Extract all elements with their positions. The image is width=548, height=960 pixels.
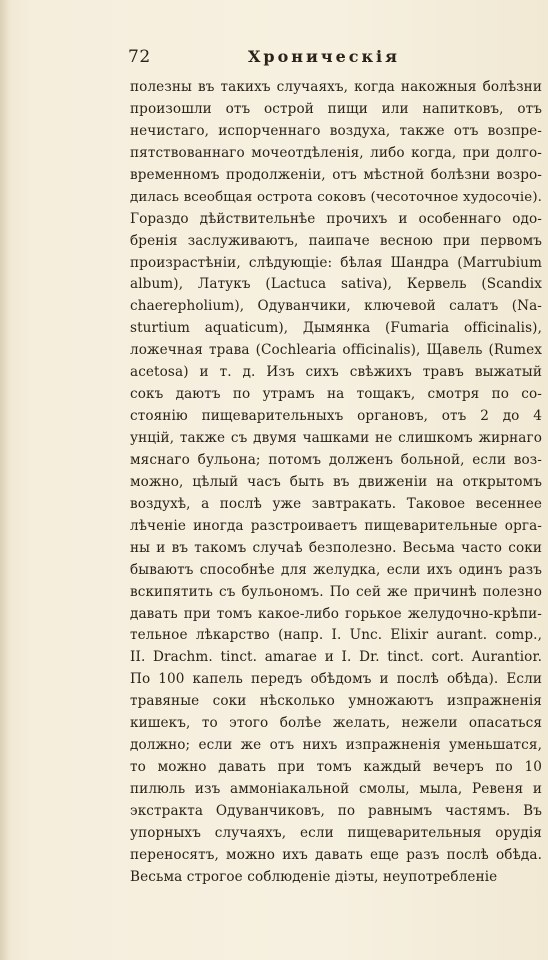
text-line: то можно давать при томъ каждый вечеръ по 10: [130, 759, 542, 776]
text-line: нечистаго, испорченнаго воздуха, также отъ возпре-: [130, 122, 542, 139]
text-line: должно; если же отъ нихъ изпражненiя уменьшатся,: [130, 737, 542, 754]
page-edge-shadow: [0, 0, 10, 960]
text-line: По 100 капель передъ обѣдомъ и послѣ обѣда). Если: [130, 671, 542, 688]
text-line: упорныхъ случаяхъ, если пищеварительныя орудiя: [130, 824, 542, 841]
text-line: травяные соки нѣсколько умножаютъ изпражненiя: [130, 693, 542, 710]
text-line: ложечная трава (Cochlearia officinalis), Щавель (Rumex: [130, 342, 542, 359]
running-title: Хроническiя: [248, 47, 400, 66]
text-line: Гораздо дѣйствительнѣе прочихъ и особеннаго одо-: [130, 210, 542, 227]
text-line: произошли отъ острой пищи или напитковъ, отъ: [130, 100, 542, 117]
text-line: тельное лѣкарство (напр. I. Unc. Elixir aurant. comp.,: [130, 627, 542, 644]
text-line: произрастѣнiи, слѣдующiе: бѣлая Шандра (Marrubium: [130, 254, 542, 271]
text-line: ны и въ такомъ случаѣ безполезно. Весьма часто соки: [130, 539, 542, 556]
text-line: пилюль изъ аммонiакальной смолы, мыла, Ревеня и: [130, 781, 542, 797]
text-line: Весьма строгое соблюденiе дiэты, неупотребленiе: [130, 868, 498, 885]
text-line: II. Drachm. tinct. amarae и I. Dr. tinct. cort. Aurantior.: [130, 649, 542, 666]
text-line: сокъ даютъ по утрамъ на тощакъ, смотря по со-: [130, 386, 542, 403]
text-line: бренiя заслуживаютъ, паипаче весною при первомъ: [130, 232, 542, 249]
text-line: бываютъ способнѣе для желудка, если ихъ одинъ разъ: [130, 561, 542, 578]
text-line: давать при томъ какое-либо горькое желудочно-крѣпи-: [130, 605, 542, 622]
text-line: пятствованнаго мочеотдѣленiя, либо когда, при долго-: [130, 144, 542, 161]
text-line: воздухѣ, а послѣ уже завтракать. Таковое весеннее: [130, 495, 542, 512]
text-line: лѣченiе иногда разстроиваетъ пищеварительные орга-: [130, 517, 542, 534]
text-line: унцiй, также съ двумя чашками не слишкомъ жирнаго: [130, 430, 542, 446]
text-line: экстракта Одуванчиковъ, по равнымъ частямъ. Въ: [130, 802, 542, 819]
text-line: временномъ продолженiи, отъ мѣстной болѣзни возро-: [130, 166, 542, 183]
text-line: acetosa) и т. д. Изъ сихъ свѣжихъ травъ выжатый: [130, 364, 542, 381]
page-number: 72: [128, 47, 151, 67]
text-line: полезны въ такихъ случаяхъ, когда накожныя болѣзни: [130, 79, 542, 95]
text-line: chaerepholium), Одуванчики, ключевой салатъ (Na-: [130, 298, 542, 315]
text-line: мяснаго бульона; потомъ долженъ больной, если воз-: [130, 451, 542, 468]
text-line: кишекъ, то этого болѣе желать, нежели опасаться: [130, 715, 542, 732]
text-line: переносятъ, можно ихъ давать еще разъ послѣ обѣда.: [130, 846, 542, 863]
text-line: стоянiю пищеварительныхъ органовъ, отъ 2 до 4: [130, 408, 542, 425]
text-line: вскипятить съ бульономъ. По сей же причинѣ полезно: [130, 583, 542, 600]
body-text: [130, 77, 542, 889]
text-line: дилась всеобщая острота соковъ (чесоточное худосочiе).: [130, 189, 542, 205]
text-line: sturtium aquaticum), Дымянка (Fumaria officinalis),: [130, 320, 542, 337]
text-line: можно, цѣлый часъ быть въ движенiи на открытомъ: [130, 473, 542, 490]
text-line: album), Латукъ (Lactuca sativa), Кервель (Scandix: [130, 276, 542, 293]
page-header: [128, 47, 538, 69]
